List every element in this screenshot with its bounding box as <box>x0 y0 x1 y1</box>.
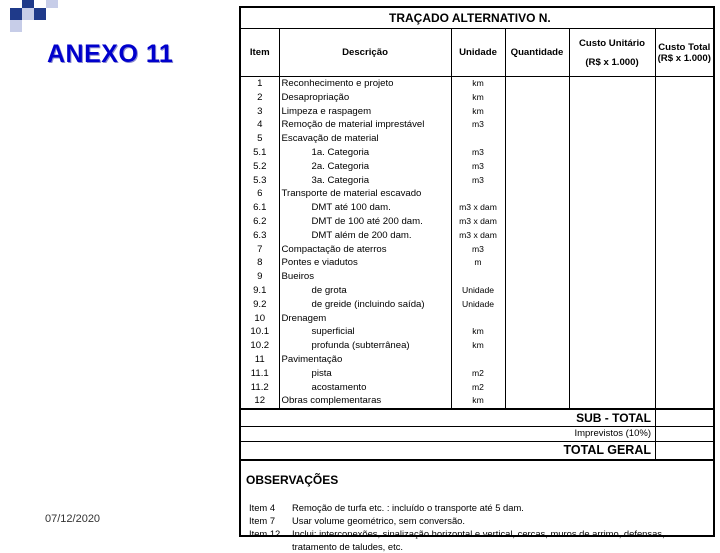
row-item: 6.2 <box>241 215 279 229</box>
row-custo-total <box>655 105 713 119</box>
row-custo-unitario <box>569 312 655 326</box>
row-unit: km <box>451 325 505 339</box>
row-custo-total <box>655 312 713 326</box>
row-description: DMT além de 200 dam. <box>279 229 451 243</box>
decor-square <box>22 0 34 8</box>
table-row <box>241 77 713 91</box>
row-quantidade <box>505 367 569 381</box>
row-quantidade <box>505 201 569 215</box>
row-description: DMT até 100 dam. <box>279 201 451 215</box>
decor-square <box>22 8 34 20</box>
table-row <box>241 394 713 408</box>
row-item: 1 <box>241 77 279 91</box>
row-quantidade <box>505 270 569 284</box>
row-item: 5.2 <box>241 160 279 174</box>
table-row <box>241 256 713 270</box>
row-quantidade <box>505 229 569 243</box>
row-quantidade <box>505 353 569 367</box>
row-item: 11 <box>241 353 279 367</box>
row-description: 1a. Categoria <box>279 146 451 160</box>
row-item: 10.2 <box>241 339 279 353</box>
row-custo-unitario <box>569 284 655 298</box>
slide-date: 07/12/2020 <box>45 513 101 525</box>
observation-item <box>241 540 713 553</box>
row-custo-total <box>655 353 713 367</box>
table-row <box>241 215 713 229</box>
row-custo-unitario <box>569 339 655 353</box>
row-description: de greide (incluindo saída) <box>279 298 451 312</box>
table-row <box>241 298 713 312</box>
row-custo-total <box>655 229 713 243</box>
row-unit: m3 <box>451 243 505 257</box>
row-custo-total <box>655 339 713 353</box>
row-custo-unitario <box>569 160 655 174</box>
row-unit: m3 x dam <box>451 201 505 215</box>
summary-block <box>241 409 713 461</box>
row-custo-unitario <box>569 381 655 395</box>
observation-item <box>241 501 713 514</box>
row-unit: km <box>451 77 505 91</box>
row-quantidade <box>505 174 569 188</box>
row-item: 6 <box>241 187 279 201</box>
observation-item <box>241 514 713 527</box>
table-row <box>241 367 713 381</box>
row-description: acostamento <box>279 381 451 395</box>
row-custo-unitario <box>569 270 655 284</box>
row-quantidade <box>505 394 569 408</box>
observation-key: Item 12 <box>249 528 281 540</box>
row-unit: m <box>451 256 505 270</box>
imprevistos-label: Imprevistos (10%) <box>241 427 656 441</box>
row-item: 5.3 <box>241 174 279 188</box>
imprevistos-row <box>241 427 713 442</box>
header-descricao: Descrição <box>279 29 451 77</box>
row-quantidade <box>505 381 569 395</box>
table-row <box>241 325 713 339</box>
observations-list <box>241 501 713 553</box>
row-item: 12 <box>241 394 279 408</box>
row-unit <box>451 187 505 201</box>
row-quantidade <box>505 298 569 312</box>
row-unit: m3 <box>451 146 505 160</box>
row-custo-unitario <box>569 201 655 215</box>
row-quantidade <box>505 77 569 91</box>
row-custo-unitario <box>569 367 655 381</box>
row-custo-total <box>655 201 713 215</box>
header-unidade: Unidade <box>451 29 505 77</box>
row-unit <box>451 353 505 367</box>
row-description: Obras complementaras <box>279 394 451 408</box>
row-custo-total <box>655 118 713 132</box>
header-custo-unitario-label: Custo Unitário <box>578 37 646 49</box>
row-custo-unitario <box>569 91 655 105</box>
row-description: DMT de 100 até 200 dam. <box>279 215 451 229</box>
decor-square <box>34 8 46 20</box>
observation-key: Item 4 <box>249 502 276 514</box>
decor-square <box>10 20 22 32</box>
row-description: 2a. Categoria <box>279 160 451 174</box>
row-quantidade <box>505 91 569 105</box>
header-custo-unitario <box>569 29 655 77</box>
header-custo-total: Custo Total (R$ x 1.000) <box>655 29 713 77</box>
table-header-row <box>241 29 713 77</box>
row-description: Limpeza e raspagem <box>279 105 451 119</box>
table-row <box>241 105 713 119</box>
table-row <box>241 284 713 298</box>
row-custo-total <box>655 381 713 395</box>
row-description: Transporte de material escavado <box>279 187 451 201</box>
subtotal-row <box>241 410 713 427</box>
row-custo-total <box>655 187 713 201</box>
table-row <box>241 118 713 132</box>
row-custo-unitario <box>569 105 655 119</box>
header-item: Item <box>241 29 279 77</box>
cost-table <box>241 29 713 409</box>
row-custo-unitario <box>569 187 655 201</box>
row-quantidade <box>505 132 569 146</box>
table-row <box>241 229 713 243</box>
row-item: 9 <box>241 270 279 284</box>
row-quantidade <box>505 284 569 298</box>
row-custo-total <box>655 77 713 91</box>
row-item: 6.1 <box>241 201 279 215</box>
row-unit: m3 x dam <box>451 229 505 243</box>
observations-title: OBSERVAÇÕES <box>246 473 339 488</box>
observation-text: Usar volume geométrico, sem conversão. <box>292 515 465 527</box>
row-custo-unitario <box>569 215 655 229</box>
observation-text: Inclui: interconexões, sinalização horizontal e vertical, cercas, muros de arrimo, defensas, <box>292 528 665 540</box>
row-quantidade <box>505 256 569 270</box>
row-custo-total <box>655 394 713 408</box>
table-row <box>241 381 713 395</box>
table-row <box>241 353 713 367</box>
table-row <box>241 312 713 326</box>
row-custo-total <box>655 256 713 270</box>
row-unit: Unidade <box>451 284 505 298</box>
row-item: 6.3 <box>241 229 279 243</box>
row-custo-unitario <box>569 256 655 270</box>
row-custo-unitario <box>569 77 655 91</box>
row-description: profunda (subterrânea) <box>279 339 451 353</box>
row-unit <box>451 270 505 284</box>
table-row <box>241 132 713 146</box>
header-custo-unitario-unit: (R$ x 1.000) <box>585 56 639 68</box>
imprevistos-value <box>656 427 713 441</box>
decor-square <box>46 0 58 8</box>
table-row <box>241 91 713 105</box>
row-custo-unitario <box>569 394 655 408</box>
row-item: 5 <box>241 132 279 146</box>
row-custo-unitario <box>569 353 655 367</box>
row-unit: m3 <box>451 160 505 174</box>
row-item: 7 <box>241 243 279 257</box>
row-custo-unitario <box>569 298 655 312</box>
row-description: pista <box>279 367 451 381</box>
row-item: 8 <box>241 256 279 270</box>
slide-title: ANEXO 11 <box>47 40 174 68</box>
row-custo-total <box>655 174 713 188</box>
row-quantidade <box>505 118 569 132</box>
row-custo-unitario <box>569 243 655 257</box>
row-item: 10.1 <box>241 325 279 339</box>
table-row <box>241 270 713 284</box>
header-quantidade: Quantidade <box>505 29 569 77</box>
row-unit: km <box>451 105 505 119</box>
total-label: TOTAL GERAL <box>241 442 656 459</box>
row-item: 9.1 <box>241 284 279 298</box>
table-row <box>241 174 713 188</box>
row-custo-unitario <box>569 118 655 132</box>
row-custo-total <box>655 132 713 146</box>
row-item: 10 <box>241 312 279 326</box>
row-description: Desapropriação <box>279 91 451 105</box>
row-custo-total <box>655 215 713 229</box>
row-description: de grota <box>279 284 451 298</box>
row-description: Bueiros <box>279 270 451 284</box>
row-unit: m2 <box>451 381 505 395</box>
row-unit <box>451 132 505 146</box>
row-custo-total <box>655 146 713 160</box>
row-custo-unitario <box>569 132 655 146</box>
row-description: Drenagem <box>279 312 451 326</box>
row-unit: m3 <box>451 118 505 132</box>
row-unit: km <box>451 91 505 105</box>
row-unit: Unidade <box>451 298 505 312</box>
row-quantidade <box>505 146 569 160</box>
observation-item <box>241 527 713 540</box>
row-item: 11.2 <box>241 381 279 395</box>
row-unit: km <box>451 394 505 408</box>
row-unit: m2 <box>451 367 505 381</box>
row-item: 9.2 <box>241 298 279 312</box>
table-row <box>241 243 713 257</box>
table-row <box>241 339 713 353</box>
row-quantidade <box>505 105 569 119</box>
row-custo-unitario <box>569 174 655 188</box>
observation-key: Item 7 <box>249 515 276 527</box>
row-custo-unitario <box>569 325 655 339</box>
document-title: TRAÇADO ALTERNATIVO N. <box>241 8 713 29</box>
observation-key <box>241 540 287 553</box>
row-custo-total <box>655 243 713 257</box>
table-row <box>241 146 713 160</box>
row-description: Compactação de aterros <box>279 243 451 257</box>
row-custo-total <box>655 367 713 381</box>
subtotal-value <box>656 410 713 426</box>
row-quantidade <box>505 215 569 229</box>
row-description: 3a. Categoria <box>279 174 451 188</box>
row-custo-total <box>655 325 713 339</box>
row-custo-total <box>655 298 713 312</box>
row-custo-total <box>655 270 713 284</box>
row-item: 11.1 <box>241 367 279 381</box>
observation-text: Remoção de turfa etc. : incluído o transporte até 5 dam. <box>292 502 524 514</box>
row-item: 4 <box>241 118 279 132</box>
row-quantidade <box>505 160 569 174</box>
row-description: Pontes e viadutos <box>279 256 451 270</box>
row-quantidade <box>505 325 569 339</box>
table-row <box>241 187 713 201</box>
row-quantidade <box>505 339 569 353</box>
total-row <box>241 442 713 459</box>
row-item: 2 <box>241 91 279 105</box>
subtotal-label: SUB - TOTAL <box>241 410 656 426</box>
decor-square <box>10 8 22 20</box>
row-description: Remoção de material imprestável <box>279 118 451 132</box>
table-row <box>241 201 713 215</box>
row-quantidade <box>505 243 569 257</box>
row-quantidade <box>505 312 569 326</box>
total-value <box>656 442 713 459</box>
row-description: Escavação de material <box>279 132 451 146</box>
observation-text: tratamento de taludes, etc. <box>292 541 404 553</box>
row-description: Pavimentação <box>279 353 451 367</box>
row-quantidade <box>505 187 569 201</box>
row-custo-total <box>655 160 713 174</box>
row-description: superficial <box>279 325 451 339</box>
row-unit: m3 <box>451 174 505 188</box>
row-unit: m3 x dam <box>451 215 505 229</box>
row-custo-total <box>655 284 713 298</box>
row-custo-unitario <box>569 229 655 243</box>
row-unit: km <box>451 339 505 353</box>
cost-document <box>239 6 715 553</box>
row-unit <box>451 312 505 326</box>
row-item: 3 <box>241 105 279 119</box>
row-custo-unitario <box>569 146 655 160</box>
row-description: Reconhecimento e projeto <box>279 77 451 91</box>
row-custo-total <box>655 91 713 105</box>
row-item: 5.1 <box>241 146 279 160</box>
table-row <box>241 160 713 174</box>
